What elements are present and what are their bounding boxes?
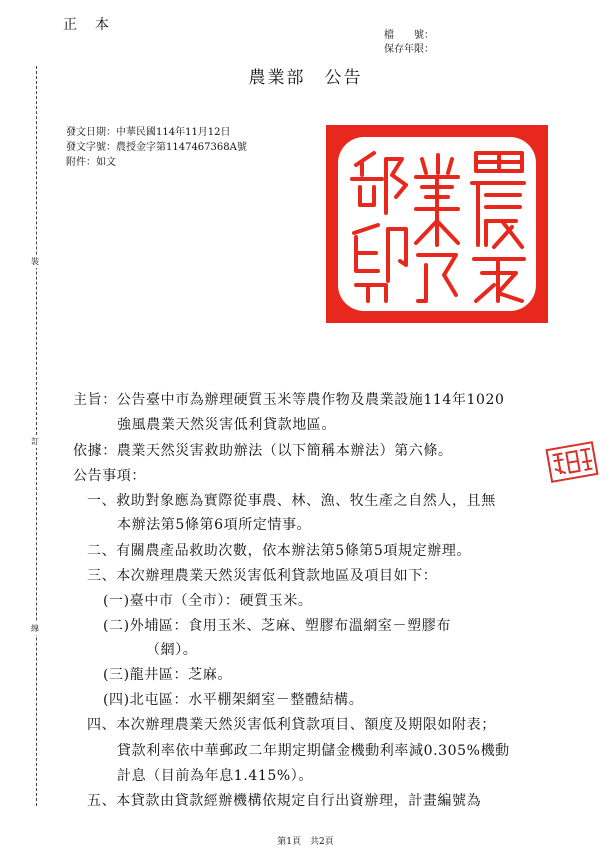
notice-item-5: 五、本貸款由貸款經辦機構依規定自行出資辦理，計畫編號為: [87, 793, 482, 809]
side-stamp-graphic: [543, 440, 601, 484]
binding-mark-zhuang: 裝: [31, 257, 39, 266]
file-number-label: 檔 號：: [384, 30, 434, 41]
notice-item-3-sub-2-line-2: （網）。: [146, 642, 198, 658]
notice-item-3-sub-4: (四)北屯區：水平棚架網室－整體結構。: [103, 692, 364, 708]
attachment-line: 附件：如文: [66, 157, 116, 168]
notice-item-3-sub-2-line-1: (二)外埔區：食用玉米、芝麻、塑膠布溫網室－塑膠布: [103, 618, 451, 634]
notice-item-1-line-1: 一、救助對象應為實際從事農、林、漁、牧生產之自然人，且無: [87, 493, 496, 509]
binding-mark-xian: 線: [31, 624, 39, 633]
side-stamp: [543, 440, 601, 484]
notice-heading: 公告事項：: [73, 468, 146, 484]
notice-item-4-line-1: 四、本次辦理農業天然災害低利貸款項目、額度及期限如附表；: [87, 717, 496, 733]
notice-item-4-line-2: 貸款利率依中華郵政二年期定期儲金機動利率減0.305%機動: [117, 743, 510, 759]
notice-item-1-line-2: 本辦法第5條第6項所定情事。: [117, 517, 312, 533]
official-seal: [326, 125, 548, 323]
official-seal-graphic: [326, 125, 548, 323]
issue-date: 發文日期：中華民國114年11月12日: [66, 127, 231, 138]
notice-item-3: 三、本次辦理農業天然災害低利貸款地區及項目如下：: [87, 568, 438, 584]
notice-item-3-sub-3: (三)龍井區：芝麻。: [103, 667, 232, 683]
copy-label: 正本: [63, 17, 127, 33]
page-number: 第1頁 共2頁: [277, 837, 334, 847]
subject-line-2: 強風農業天然災害低利貸款地區。: [117, 417, 336, 433]
subject-line-1: 主旨：公告臺中市為辦理硬質玉米等農作物及農業設施114年1020: [73, 392, 505, 408]
notice-item-4-line-3: 計息（目前為年息1.415%）。: [117, 768, 313, 784]
document-title: 農業部 公告: [248, 68, 363, 88]
notice-item-3-sub-1: (一)臺中市（全市）：硬質玉米。: [103, 593, 313, 609]
binding-mark-ding: 訂: [31, 437, 39, 446]
notice-item-2: 二、有關農產品救助次數，依本辦法第5條第5項規定辦理。: [87, 543, 472, 559]
document-number: 發文字號：農授金字第1147467368A號: [66, 142, 247, 153]
basis-line: 依據：農業天然災害救助辦法（以下簡稱本辦法）第六條。: [73, 443, 453, 459]
retention-period-label: 保存年限：: [384, 44, 434, 55]
